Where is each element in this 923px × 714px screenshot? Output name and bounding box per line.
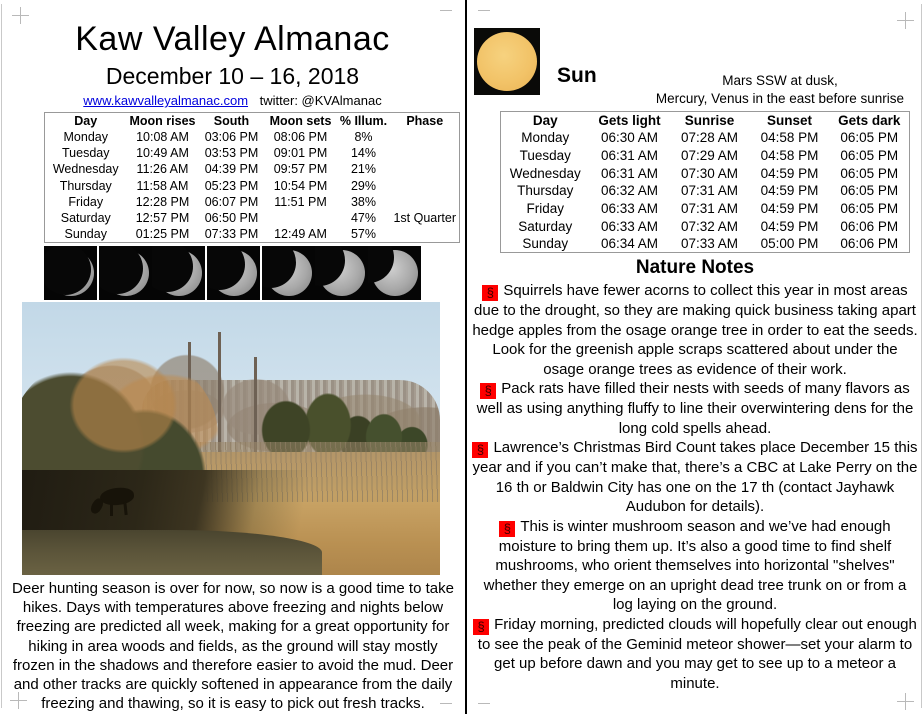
table-cell: Sunday xyxy=(522,235,569,251)
nature-note xyxy=(472,615,918,694)
table-cell: Friday xyxy=(526,200,564,216)
column-header: Moon sets xyxy=(269,113,332,128)
moon-table xyxy=(44,112,460,243)
table-cell: 07:32 AM xyxy=(680,218,739,234)
table-cell xyxy=(391,145,460,161)
column-header: South xyxy=(213,113,250,128)
table-cell: 07:31 AM xyxy=(680,200,739,216)
table-cell: 05:23 PM xyxy=(204,178,259,193)
sun-table xyxy=(500,111,910,253)
sun-image xyxy=(474,28,540,95)
table-cell: 06:05 PM xyxy=(840,148,899,164)
table-cell: 11:58 AM xyxy=(136,178,189,193)
section-marker-icon: § xyxy=(473,619,489,635)
table-cell: 12:49 AM xyxy=(274,227,327,242)
table-cell: Monday xyxy=(521,130,570,146)
table-cell: 06:05 PM xyxy=(840,183,899,199)
table-cell: 06:07 PM xyxy=(204,194,259,209)
table-cell: 47% xyxy=(350,211,377,226)
table-cell: 07:28 AM xyxy=(680,130,739,146)
table-cell: 06:31 AM xyxy=(600,148,659,164)
table-cell: 06:33 AM xyxy=(600,200,659,216)
table-cell: 1st Quarter xyxy=(393,211,457,226)
moon-strip-segment xyxy=(262,246,421,300)
moon-phase-icon xyxy=(44,246,97,300)
table-cell: Thursday xyxy=(59,178,112,193)
table-cell: 12:28 PM xyxy=(135,194,190,209)
table-cell: 06:05 PM xyxy=(840,200,899,216)
table-cell: 04:59 PM xyxy=(760,165,819,181)
section-marker-icon: § xyxy=(472,442,488,458)
table-cell: Tuesday xyxy=(62,146,110,161)
landscape-photo xyxy=(22,302,440,575)
table-cell: 09:57 PM xyxy=(273,162,328,177)
table-cell: 04:39 PM xyxy=(204,162,259,177)
table-header-row xyxy=(45,113,460,129)
photo-mowed-path xyxy=(22,530,322,575)
moon-phase-strip xyxy=(44,246,421,300)
table-cell: 10:49 AM xyxy=(136,146,189,161)
table-cell: 04:59 PM xyxy=(760,183,819,199)
column-header: % Illum. xyxy=(339,113,388,128)
nature-note xyxy=(472,281,918,379)
moon-strip-segment xyxy=(99,246,205,300)
nature-note-text: Squirrels have fewer acorns to collect this year in most areas due to the drought, so they are making quick business taking apart hedge apples from the osage orange tree in order to eat the seeds. Look for the greenish apple scraps scattered about under the osage orange trees as evidence of their work. xyxy=(472,282,918,378)
photo-caption: Deer hunting season is over for now, so now is a good time to take hikes. Days with temperatures above freezing and nights below freezing are predicted all week, making for a great opportunity for hiking in area woods and fields, as the ground will stay mostly frozen in the shadows and therefore easier to avoid the mud. Deer and other tracks are quickly softened in appearance from the daily freezing and thawing, so it is easy to pick out fresh tracks. xyxy=(12,580,454,713)
moon-phase-icon xyxy=(315,246,368,300)
moon-strip-segment xyxy=(44,246,97,300)
nature-note xyxy=(472,438,918,517)
nature-note-text: Pack rats have filled their nests with seeds of many flavors as well as using anything fluffy to line their overwintering dens for the long cold spells ahead. xyxy=(476,380,914,437)
table-cell: 04:59 PM xyxy=(760,218,819,234)
table-cell: 08:06 PM xyxy=(273,129,328,144)
moon-phase-icon xyxy=(152,246,205,300)
sun-section-title: Sun xyxy=(557,64,597,87)
table-row xyxy=(45,129,460,145)
nature-notes-title: Nature Notes xyxy=(635,257,755,278)
moon-phase-icon xyxy=(99,246,152,300)
table-cell: 06:50 PM xyxy=(204,211,259,226)
nature-notes-list xyxy=(472,281,918,693)
planet-note-line: Mercury, Venus in the east before sunrise xyxy=(655,90,905,106)
right-page xyxy=(467,0,923,714)
table-cell xyxy=(391,129,460,145)
page-title: Kaw Valley Almanac xyxy=(75,20,390,58)
column-header: Phase xyxy=(406,113,444,128)
table-cell: 03:06 PM xyxy=(204,129,259,144)
nature-note-text: Friday morning, predicted clouds will hopefully clear out enough to see the peak of the Geminid meteor shower—set your alarm to get up before dawn and you may get to see up to a meteor a minute. xyxy=(477,615,917,692)
column-header: Sunrise xyxy=(684,113,735,129)
table-cell: 06:06 PM xyxy=(840,218,899,234)
table-cell: 07:33 AM xyxy=(680,235,739,251)
twitter-handle: twitter: @KVAlmanac xyxy=(259,93,382,108)
table-cell: 57% xyxy=(350,227,377,242)
table-cell: 04:58 PM xyxy=(760,130,819,146)
table-cell xyxy=(391,194,460,210)
table-cell: 8% xyxy=(354,129,373,144)
table-row xyxy=(45,145,460,161)
table-cell: 07:33 PM xyxy=(204,227,259,242)
table-cell: 04:58 PM xyxy=(760,148,819,164)
sun-icon xyxy=(477,32,537,91)
table-cell: Thursday xyxy=(517,183,574,199)
nature-note xyxy=(472,517,918,615)
table-cell: Tuesday xyxy=(519,148,571,164)
contact-line xyxy=(0,93,465,108)
table-row xyxy=(45,161,460,177)
photo-grazing-animal-leg xyxy=(110,502,113,516)
column-header: Gets dark xyxy=(838,113,901,129)
nature-note-text: Lawrence’s Christmas Bird Count takes place December 15 this year and if you can’t make that, there’s a CBC at Lake Perry on the 16 th or Baldwin City has one on the 17 th (contact Jayhawk Audubon for details). xyxy=(472,439,918,515)
table-cell: 06:05 PM xyxy=(840,165,899,181)
table-cell: 10:08 AM xyxy=(136,129,189,144)
nature-note xyxy=(472,379,918,438)
table-row xyxy=(501,235,910,253)
table-cell: 11:51 PM xyxy=(274,194,327,209)
table-cell: 14% xyxy=(350,146,377,161)
table-cell: Wednesday xyxy=(52,162,119,177)
table-cell: 06:33 AM xyxy=(600,218,659,234)
column-header: Moon rises xyxy=(129,113,196,128)
table-cell: 01:25 PM xyxy=(135,227,190,242)
table-row xyxy=(501,164,910,182)
table-cell: 29% xyxy=(350,178,377,193)
table-cell: 06:06 PM xyxy=(840,235,899,251)
table-cell: 09:01 PM xyxy=(273,146,328,161)
table-cell: Monday xyxy=(63,129,108,144)
table-cell: 06:32 AM xyxy=(600,183,659,199)
table-cell: 05:00 PM xyxy=(760,235,819,251)
table-cell: Sunday xyxy=(64,227,107,242)
table-row xyxy=(501,129,910,147)
table-row xyxy=(45,226,460,242)
moon-phase-icon xyxy=(368,246,421,300)
table-row xyxy=(45,210,460,226)
table-cell: 11:26 AM xyxy=(136,162,189,177)
moon-strip-segment xyxy=(207,246,260,300)
table-cell: 07:29 AM xyxy=(680,148,739,164)
column-header: Gets light xyxy=(598,113,661,129)
table-row xyxy=(45,178,460,194)
table-cell: Friday xyxy=(68,194,104,209)
column-header: Day xyxy=(532,113,558,129)
column-header: Sunset xyxy=(766,113,812,129)
table-cell: 03:53 PM xyxy=(204,146,259,161)
table-cell: Wednesday xyxy=(509,165,581,181)
section-marker-icon: § xyxy=(482,285,498,301)
table-row xyxy=(45,194,460,210)
table-cell: 06:31 AM xyxy=(600,165,659,181)
table-cell xyxy=(391,178,460,194)
table-cell: 07:31 AM xyxy=(680,183,739,199)
table-cell: 21% xyxy=(350,162,377,177)
planet-visibility-notes xyxy=(647,72,913,107)
table-cell: 38% xyxy=(350,194,377,209)
nature-note-text: This is winter mushroom season and we’ve had enough moisture to bring them up. It’s also a good time to find shelf mushrooms, who orient themselves into horizontal "shelves" whether they emerge on an upright dead tree trunk on or from a log laying on the ground. xyxy=(483,517,907,613)
section-marker-icon: § xyxy=(499,521,515,537)
table-cell xyxy=(391,161,460,177)
table-row xyxy=(501,217,910,235)
table-header-row xyxy=(501,112,910,130)
table-cell: 10:54 PM xyxy=(273,178,328,193)
table-cell: 04:59 PM xyxy=(760,200,819,216)
table-cell: Saturday xyxy=(518,218,573,234)
table-cell: Saturday xyxy=(60,211,111,226)
table-row xyxy=(501,147,910,165)
section-marker-icon: § xyxy=(480,383,496,399)
column-header: Day xyxy=(74,113,98,128)
table-row xyxy=(501,200,910,218)
table-cell: 06:05 PM xyxy=(840,130,899,146)
table-cell: 07:30 AM xyxy=(680,165,739,181)
table-cell: 06:34 AM xyxy=(600,235,659,251)
table-row xyxy=(501,182,910,200)
website-link[interactable]: www.kawvalleyalmanac.com xyxy=(83,93,249,108)
moon-phase-icon xyxy=(207,246,260,300)
table-cell: 12:57 PM xyxy=(135,211,190,226)
table-cell: 06:30 AM xyxy=(600,130,659,146)
planet-note-line: Mars SSW at dusk, xyxy=(722,73,838,88)
date-range: December 10 – 16, 2018 xyxy=(105,63,360,89)
table-cell xyxy=(391,226,460,242)
moon-phase-icon xyxy=(262,246,315,300)
table-cell xyxy=(265,210,337,226)
